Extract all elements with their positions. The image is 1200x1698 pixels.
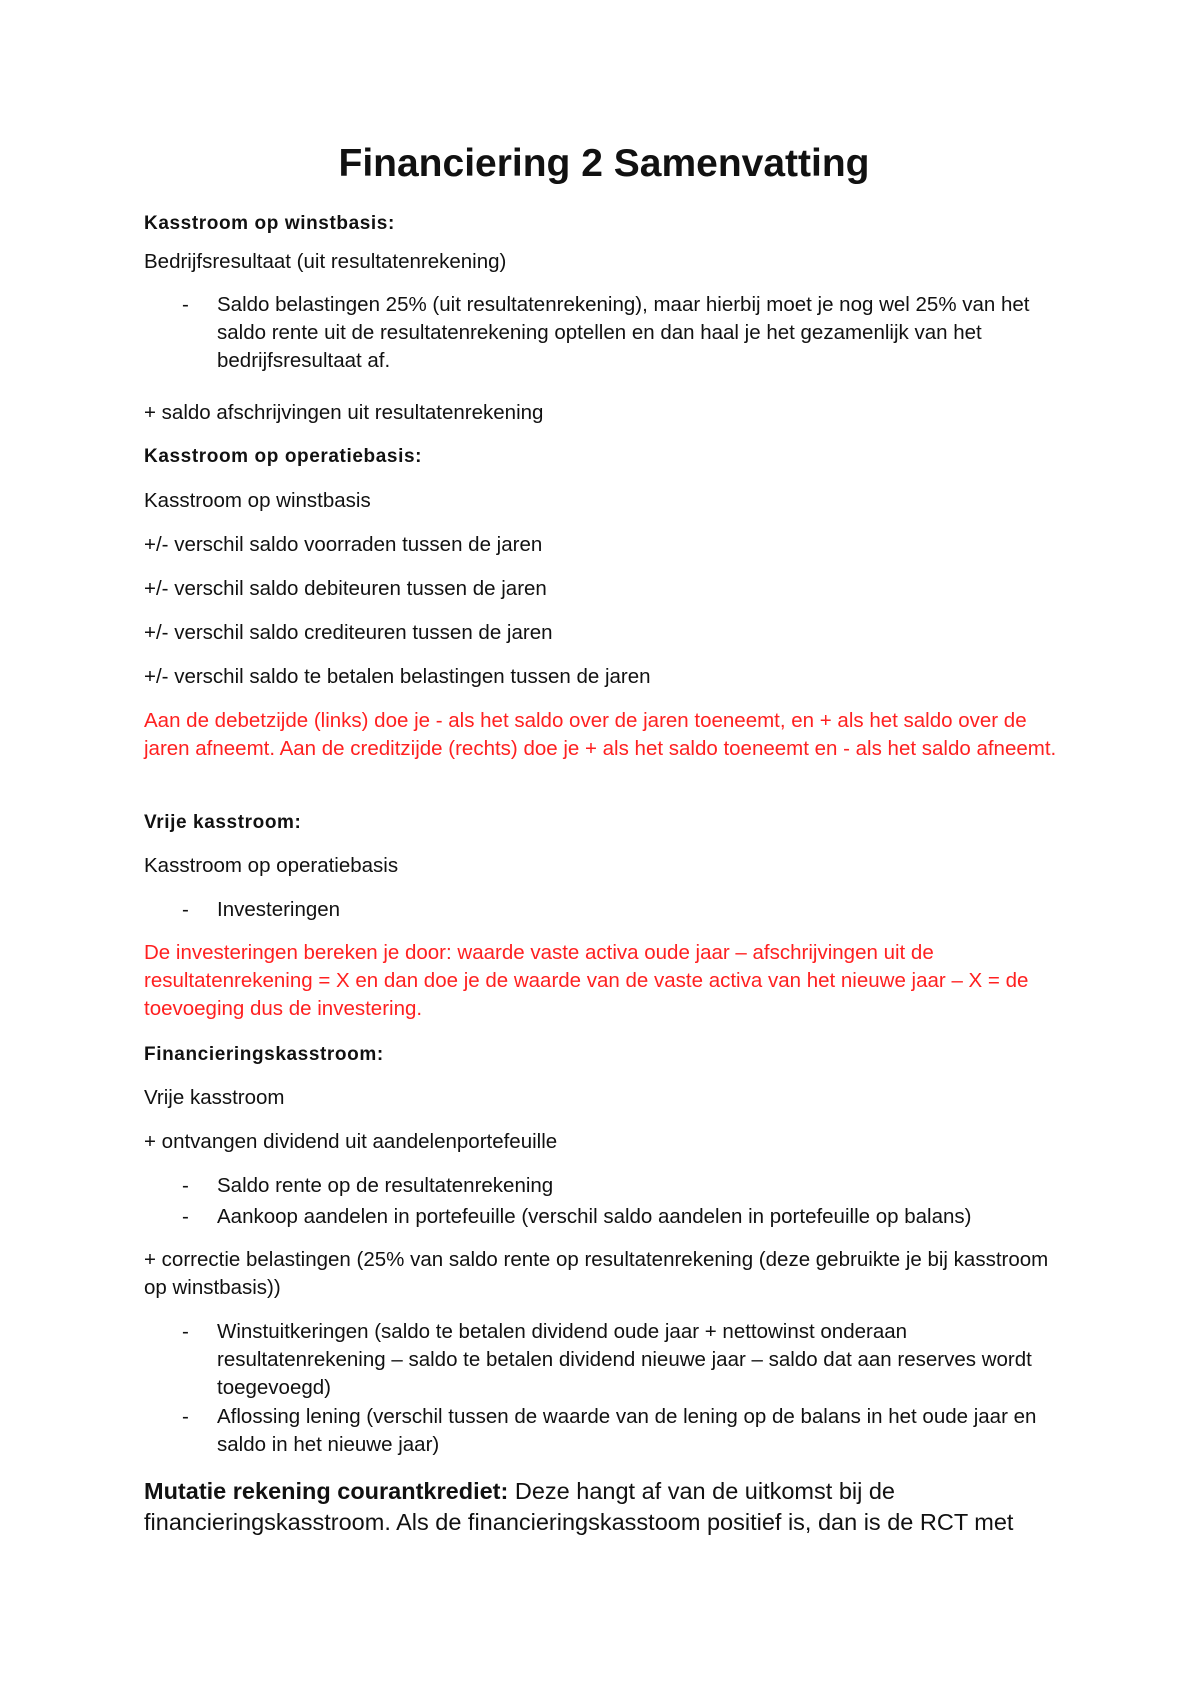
heading-kasstroom-winstbasis: Kasstroom op winstbasis:	[144, 213, 395, 234]
text-line: Kasstroom op winstbasis	[144, 489, 371, 512]
text-line: + ontvangen dividend uit aandelenportefeuille	[144, 1130, 558, 1153]
heading-vrije-kasstroom: Vrije kasstroom:	[144, 812, 302, 833]
list-item-text: Aankoop aandelen in portefeuille (verschil saldo aandelen in portefeuille op balans)	[217, 1205, 972, 1228]
list-item-text: Investeringen	[217, 898, 341, 921]
text-line: Bedrijfsresultaat (uit resultatenrekening)	[144, 250, 507, 273]
list-item-text: Winstuitkeringen (saldo te betalen dividend oude jaar + nettowinst onderaan resultatenrekening – saldo te betalen dividend nieuwe jaar – saldo dat aan reserves wordt toegevoegd)	[217, 1320, 1032, 1399]
document-title: Financiering 2 Samenvatting	[338, 142, 870, 185]
text-line: +/- verschil saldo voorraden tussen de jaren	[144, 533, 543, 556]
paragraph-text: Deze hangt af van de uitkomst bij de financieringskasstroom. Als de financieringskasstoom positief is, dan is de RCT met	[144, 1478, 1014, 1535]
dash-bullet: -	[182, 1320, 189, 1343]
heading-financieringskasstroom: Financieringskasstroom:	[144, 1044, 384, 1065]
note-red: Aan de debetzijde (links) doe je - als het saldo over de jaren toeneemt, en + als het saldo over de jaren afneemt. Aan de creditzijde (rechts) doe je + als het saldo toeneemt en - als het saldo afneemt.	[144, 709, 1057, 760]
list-item-text: Saldo belastingen 25% (uit resultatenrekening), maar hierbij moet je nog wel 25% van het saldo rente uit de resultatenrekening optellen en dan haal je het gezamenlijk van het bedrijfsresultaat af.	[217, 293, 1030, 372]
text-line: +/- verschil saldo crediteuren tussen de jaren	[144, 621, 553, 644]
dash-bullet: -	[182, 898, 189, 921]
text-line: Vrije kasstroom	[144, 1086, 285, 1109]
dash-bullet: -	[182, 1174, 189, 1197]
note-red: De investeringen bereken je door: waarde vaste activa oude jaar – afschrijvingen uit de resultatenrekening = X en dan doe je de waarde van de vaste activa van het nieuwe jaar – X = de toevoeging dus de investering.	[144, 941, 1029, 1020]
heading-kasstroom-operatiebasis: Kasstroom op operatiebasis:	[144, 446, 423, 467]
text-line: +/- verschil saldo debiteuren tussen de jaren	[144, 577, 547, 600]
text-line: +/- verschil saldo te betalen belastingen tussen de jaren	[144, 665, 651, 688]
dash-bullet: -	[182, 1405, 189, 1428]
dash-bullet: -	[182, 1205, 189, 1228]
text-line: + correctie belastingen (25% van saldo rente op resultatenrekening (deze gebruikte je bij kasstroom op winstbasis))	[144, 1248, 1049, 1299]
text-line: Kasstroom op operatiebasis	[144, 854, 399, 877]
paragraph-mutatie-rct	[144, 1476, 1064, 1538]
text-line: + saldo afschrijvingen uit resultatenrekening	[144, 401, 544, 424]
list-item-text: Aflossing lening (verschil tussen de waarde van de lening op de balans in het oude jaar en saldo in het nieuwe jaar)	[217, 1405, 1037, 1456]
list-item-text: Saldo rente op de resultatenrekening	[217, 1174, 554, 1197]
dash-bullet: -	[182, 293, 189, 316]
inline-heading-mutatie-rct: Mutatie rekening courantkrediet:	[144, 1478, 509, 1504]
